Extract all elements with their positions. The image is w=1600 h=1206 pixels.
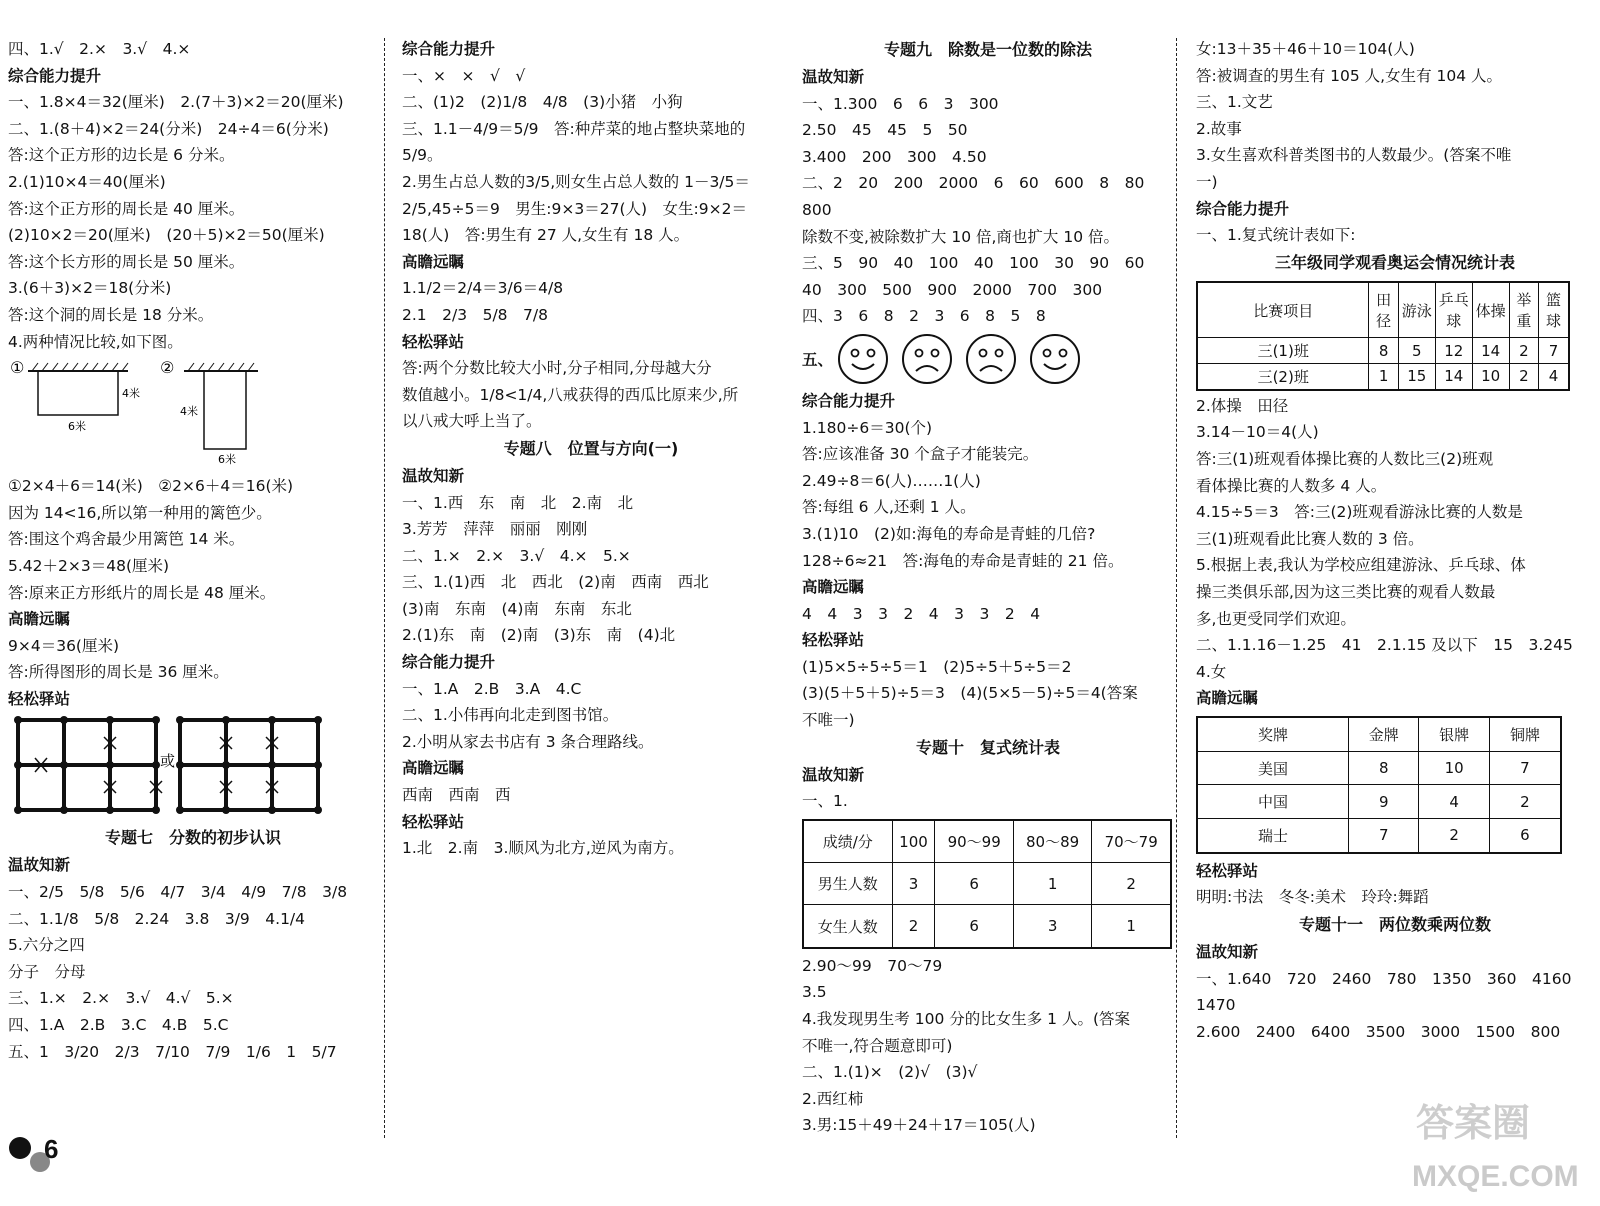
table-cell: 9 xyxy=(1349,785,1419,819)
answer-line: 三、1.(1)西 北 西北 (2)南 西南 西北 xyxy=(402,573,709,592)
answer-line: 2.故事 xyxy=(1196,119,1242,138)
answer-line: 因为 14<16,所以第一种用的篱笆少。 xyxy=(8,503,272,522)
answer-line: 1470 xyxy=(1196,996,1236,1015)
answer-column-1 xyxy=(8,36,378,1065)
answer-line: 女:13＋35＋46＋10＝104(人) xyxy=(1196,40,1415,58)
chapter-title: 专题十一 两位数乘两位数 xyxy=(1298,915,1491,935)
answer-line: 一、1.640 720 2460 780 1350 360 4160 xyxy=(1196,969,1572,988)
answer-line: 一、1.300 6 6 3 300 xyxy=(802,94,999,113)
answer-line: 四、3 6 8 2 3 6 8 5 8 xyxy=(802,307,1046,326)
answer-line: 答:这个洞的周长是 18 分米。 xyxy=(8,305,214,324)
answer-line: 答:被调查的男生有 105 人,女生有 104 人。 xyxy=(1196,66,1503,85)
sad-face-icon xyxy=(965,333,1017,385)
answer-line: (3)南 东南 (4)南 东南 东北 xyxy=(402,599,632,618)
table-cell: 10 xyxy=(1472,363,1509,389)
table-header-cell: 比赛项目 xyxy=(1197,282,1369,338)
table-cell: 女生人数 xyxy=(803,905,892,948)
answer-line: 800 xyxy=(802,200,832,219)
happy-face-icon xyxy=(837,333,889,385)
answer-line: 2.西红柿 xyxy=(802,1089,864,1108)
answer-line: 不唯一,符合题意即可) xyxy=(802,1036,953,1055)
answer-line: 二、(1)2 (2)1/8 4/8 (3)小猪 小狗 xyxy=(402,93,683,112)
answer-line: 答:两个分数比较大小时,分子相同,分母越大分 xyxy=(402,359,712,378)
page-number-badge xyxy=(6,1128,76,1178)
table-header-cell: 举重 xyxy=(1509,282,1538,338)
table-cell: 男生人数 xyxy=(803,863,892,905)
answer-line: 9×4＝36(厘米) xyxy=(8,636,120,655)
answer-line: 五、1 3/20 2/3 7/10 7/9 1/6 1 5/7 xyxy=(8,1042,337,1061)
table-header-cell: 乒乓球 xyxy=(1435,282,1472,338)
answer-line: 数值越小。1/8<1/4,八戒获得的西瓜比原来少,所 xyxy=(402,385,739,404)
table-cell: 瑞士 xyxy=(1197,818,1349,852)
answer-line: 1.180÷6＝30(个) xyxy=(802,418,933,437)
answer-line: 二、1.× 2.× 3.√ 4.× 5.× xyxy=(402,546,631,565)
table-cell: 2 xyxy=(1092,863,1171,905)
answer-line: 2.1 2/3 5/8 7/8 xyxy=(402,305,548,324)
happy-face-icon xyxy=(1029,333,1081,385)
answer-line: 三、1.1－4/9＝5/9 答:种芹菜的地占整块菜地的 xyxy=(402,119,746,138)
answer-line: 3.男:15＋49＋24＋17＝105(人) xyxy=(802,1116,1036,1135)
section-heading: 高瞻远瞩 xyxy=(802,578,865,597)
table-row xyxy=(1197,751,1561,785)
answer-line: 4.两种情况比较,如下图。 xyxy=(8,332,183,351)
answer-line: 一、1.西 东 南 北 2.南 北 xyxy=(402,493,634,512)
chapter-title: 专题八 位置与方向(一) xyxy=(503,438,679,458)
table-header-cell: 游泳 xyxy=(1398,282,1435,338)
answer-line: 三(1)班观看此比赛人数的 3 倍。 xyxy=(1196,529,1424,548)
medal-table xyxy=(1196,716,1562,854)
answer-line: 操三类俱乐部,因为这三类比赛的观看人数最 xyxy=(1196,582,1496,601)
column-divider xyxy=(1176,38,1177,1138)
answer-line: (1)5×5÷5÷5＝1 (2)5÷5＋5÷5＝2 xyxy=(802,657,1072,676)
fence-diagram xyxy=(8,357,368,467)
table-header-cell: 奖牌 xyxy=(1197,717,1349,751)
table-header-cell: 100 xyxy=(892,820,935,863)
answer-line: 3.(6＋3)×2＝18(分米) xyxy=(8,279,172,298)
table-header-cell: 80～89 xyxy=(1013,820,1091,863)
table-cell: 5 xyxy=(1398,338,1435,364)
answer-line: 2.50 45 45 5 50 xyxy=(802,121,968,140)
fence-side-label: 4米 xyxy=(122,387,140,401)
table-title: 三年级同学观看奥运会情况统计表 xyxy=(1274,252,1515,272)
answer-line: 四、1.A 2.B 3.C 4.B 5.C xyxy=(8,1016,229,1035)
table-header-row xyxy=(1197,717,1561,751)
answer-line: 答:这个正方形的周长是 40 厘米。 xyxy=(8,199,245,218)
sad-face-icon xyxy=(901,333,953,385)
table-cell: 三(1)班 xyxy=(1197,338,1369,364)
answer-line: (3)(5＋5＋5)÷5＝3 (4)(5×5－5)÷5＝4(答案 xyxy=(802,684,1138,703)
answer-line: 2.600 2400 6400 3500 3000 1500 800 xyxy=(1196,1022,1561,1041)
answer-line: 二、1.(8＋4)×2＝24(分米) 24÷4＝6(分米) xyxy=(8,119,329,138)
answer-line: 2/5,45÷5＝9 男生:9×3＝27(人) 女生:9×2＝ xyxy=(402,199,747,218)
score-table xyxy=(802,819,1172,949)
section-heading: 综合能力提升 xyxy=(402,40,496,58)
table-cell: 3 xyxy=(892,863,935,905)
table-header-cell: 铜牌 xyxy=(1489,717,1561,751)
answer-line: 一) xyxy=(1196,172,1218,191)
table-header-cell: 金牌 xyxy=(1349,717,1419,751)
table-cell: 7 xyxy=(1349,818,1419,852)
table-cell: 14 xyxy=(1435,363,1472,389)
table-header-cell: 银牌 xyxy=(1419,717,1489,751)
table-cell: 1 xyxy=(1013,863,1091,905)
table-row xyxy=(1197,785,1561,819)
section-heading: 高瞻远瞩 xyxy=(8,610,71,629)
answer-column-3 xyxy=(802,36,1174,1139)
table-cell: 4 xyxy=(1419,785,1489,819)
answer-line: 5/9。 xyxy=(402,146,443,165)
chapter-title: 专题七 分数的初步认识 xyxy=(104,828,281,848)
answer-line: 4.15÷5＝3 答:三(2)班观看游泳比赛的人数是 xyxy=(1196,503,1523,522)
section-heading: 综合能力提升 xyxy=(402,653,496,672)
table-cell: 2 xyxy=(1509,363,1538,389)
answer-line: 1.1/2＝2/4＝3/6＝4/8 xyxy=(402,279,564,298)
section-heading: 综合能力提升 xyxy=(1196,199,1290,218)
section-heading: 轻松驿站 xyxy=(802,631,865,650)
table-cell: 6 xyxy=(935,863,1013,905)
table-cell: 2 xyxy=(1419,818,1489,852)
table-cell: 6 xyxy=(935,905,1013,948)
answer-line: 2.(1)东 南 (2)南 (3)东 南 (4)北 xyxy=(402,626,676,645)
table-header-cell: 田径 xyxy=(1369,282,1398,338)
answer-line: 4.女 xyxy=(1196,662,1227,681)
answer-line: 二、1.(1)× (2)√ (3)√ xyxy=(802,1063,978,1082)
fence-bottom-label: 6米 xyxy=(218,453,236,467)
answer-line: 128÷6≈21 答:海龟的寿命是青蛙的 21 倍。 xyxy=(802,551,1124,570)
answer-line: 一、× × √ √ xyxy=(402,66,526,85)
answer-line: 3.5 xyxy=(802,983,827,1002)
table-cell: 10 xyxy=(1419,751,1489,785)
matchstick-puzzle xyxy=(8,714,348,818)
table-cell: 4 xyxy=(1539,363,1569,389)
table-cell: 三(2)班 xyxy=(1197,363,1369,389)
section-heading: 温故知新 xyxy=(802,68,865,86)
watermark-logo: 答案圈 xyxy=(1416,1101,1531,1145)
table-cell: 1 xyxy=(1369,363,1398,389)
fence-bottom-label: 6米 xyxy=(68,420,86,434)
table-header-row xyxy=(803,820,1171,863)
answer-line: ①2×4＋6＝14(米) ②2×6＋4＝16(米) xyxy=(8,477,294,496)
answer-line: 5.六分之四 xyxy=(8,936,85,955)
face-answers xyxy=(802,330,1174,388)
section-heading: 温故知新 xyxy=(402,466,465,485)
answer-line: 3.400 200 300 4.50 xyxy=(802,147,987,166)
section-heading: 综合能力提升 xyxy=(8,66,102,85)
answer-line: 答:所得图形的周长是 36 厘米。 xyxy=(8,663,229,682)
answer-line: 5.根据上表,我认为学校应组建游泳、乒乓球、体 xyxy=(1196,556,1526,575)
section-heading: 高瞻远瞩 xyxy=(402,252,465,271)
answer-line: 一、1. xyxy=(802,792,848,811)
answer-line: 2.(1)10×4＝40(厘米) xyxy=(8,172,166,191)
table-cell: 2 xyxy=(1489,785,1561,819)
answer-line: 2.90～99 70～79 xyxy=(802,956,943,975)
site-watermark xyxy=(1396,1090,1588,1202)
answer-line: 2.49÷8＝6(人)……1(人) xyxy=(802,471,981,490)
table-header-cell: 90～99 xyxy=(935,820,1013,863)
section-heading: 温故知新 xyxy=(8,856,71,875)
section-heading: 轻松驿站 xyxy=(1196,861,1259,880)
answer-line: 答:原来正方形纸片的周长是 48 厘米。 xyxy=(8,583,276,602)
answer-line: 3.女生喜欢科普类图书的人数最少。(答案不唯 xyxy=(1196,146,1512,165)
answer-column-4 xyxy=(1196,36,1594,1045)
answer-line: 40 300 500 900 2000 700 300 xyxy=(802,280,1103,299)
or-label: 或 xyxy=(160,752,176,771)
chapter-title: 专题十 复式统计表 xyxy=(915,737,1060,757)
answer-line: 18(人) 答:男生有 27 人,女生有 18 人。 xyxy=(402,226,690,245)
section-heading: 轻松驿站 xyxy=(402,332,465,351)
fence-label-2: ② xyxy=(160,358,175,378)
answer-line: 三、1.× 2.× 3.√ 4.√ 5.× xyxy=(8,989,234,1008)
answer-line: 分子 分母 xyxy=(8,962,86,981)
table-cell: 中国 xyxy=(1197,785,1349,819)
answer-line: 3.芳芳 萍萍 丽丽 刚刚 xyxy=(402,520,588,539)
table-cell: 6 xyxy=(1489,818,1561,852)
answer-line: 2.小明从家去书店有 3 条合理路线。 xyxy=(402,732,654,751)
answer-line: 5.42＋2×3＝48(厘米) xyxy=(8,556,170,575)
answer-line: 3.14－10＝4(人) xyxy=(1196,423,1319,442)
table-cell: 8 xyxy=(1369,338,1398,364)
column-divider xyxy=(384,38,385,1138)
table-cell: 7 xyxy=(1489,751,1561,785)
answer-line: 答:这个正方形的边长是 6 分米。 xyxy=(8,146,235,165)
table-row xyxy=(803,863,1171,905)
watermark-text: MXQE.COM xyxy=(1412,1160,1579,1193)
answer-line: 答:三(1)班观看体操比赛的人数比三(2)班观 xyxy=(1196,449,1494,468)
table-cell: 美国 xyxy=(1197,751,1349,785)
table-cell: 14 xyxy=(1472,338,1509,364)
table-cell: 15 xyxy=(1398,363,1435,389)
answer-line: 四、1.√ 2.× 3.√ 4.× xyxy=(8,40,191,58)
table-header-cell: 篮球 xyxy=(1539,282,1569,338)
answer-line: 3.(1)10 (2)如:海龟的寿命是青蛙的几倍? xyxy=(802,524,1096,543)
section-heading: 综合能力提升 xyxy=(802,391,896,410)
section-heading: 轻松驿站 xyxy=(8,689,71,708)
table-cell: 2 xyxy=(1509,338,1538,364)
table-row xyxy=(803,905,1171,948)
answer-line: 2.体操 田径 xyxy=(1196,396,1289,415)
answer-column-2 xyxy=(402,36,780,862)
answer-line: 4.我发现男生考 100 分的比女生多 1 人。(答案 xyxy=(802,1010,1130,1029)
table-row xyxy=(1197,338,1569,364)
table-header-cell: 70～79 xyxy=(1092,820,1171,863)
answer-line: (2)10×2＝20(厘米) (20＋5)×2＝50(厘米) xyxy=(8,226,325,245)
section-heading: 温故知新 xyxy=(1196,943,1259,962)
fence-label-1: ① xyxy=(10,358,25,378)
olympics-table xyxy=(1196,281,1570,391)
answer-line: 多,也更受同学们欢迎。 xyxy=(1196,609,1356,628)
table-cell: 7 xyxy=(1539,338,1569,364)
answer-line: 答:每组 6 人,还剩 1 人。 xyxy=(802,498,976,517)
answer-label: 五、 xyxy=(802,350,834,369)
answer-line: 二、1.1/8 5/8 2.24 3.8 3/9 4.1/4 xyxy=(8,909,306,928)
answer-line: 不唯一) xyxy=(802,711,855,730)
table-cell: 1 xyxy=(1092,905,1171,948)
chapter-title: 专题九 除数是一位数的除法 xyxy=(883,40,1092,59)
section-heading: 高瞻远瞩 xyxy=(1196,689,1259,708)
page-number: 6 xyxy=(44,1134,59,1164)
section-heading: 高瞻远瞩 xyxy=(402,759,465,778)
answer-line: 二、2 20 200 2000 6 60 600 8 80 xyxy=(802,174,1145,193)
answer-line: 三、1.文艺 xyxy=(1196,93,1273,112)
table-cell: 2 xyxy=(892,905,935,948)
table-row xyxy=(1197,363,1569,389)
answer-line: 明明:书法 冬冬:美术 玲玲:舞蹈 xyxy=(1196,888,1429,907)
answer-line: 答:这个长方形的周长是 50 厘米。 xyxy=(8,252,245,271)
table-cell: 8 xyxy=(1349,751,1419,785)
section-heading: 轻松驿站 xyxy=(402,812,465,831)
answer-line: 4 4 3 3 2 4 3 3 2 4 xyxy=(802,604,1041,623)
answer-line: 三、5 90 40 100 40 100 30 90 60 xyxy=(802,254,1145,273)
answer-line: 1.北 2.南 3.顺风为北方,逆风为南方。 xyxy=(402,839,684,858)
answer-line: 以八戒大呼上当了。 xyxy=(402,412,542,431)
answer-line: 二、1.1.16－1.25 41 2.1.15 及以下 15 3.245 xyxy=(1196,636,1573,655)
answer-line: 一、1.复式统计表如下: xyxy=(1196,226,1356,245)
answer-line: 除数不变,被除数扩大 10 倍,商也扩大 10 倍。 xyxy=(802,227,1120,246)
table-header-cell: 成绩/分 xyxy=(803,820,892,863)
answer-line: 二、1.小伟再向北走到图书馆。 xyxy=(402,706,619,725)
answer-line: 答:围这个鸡舍最少用篱笆 14 米。 xyxy=(8,530,245,549)
table-row xyxy=(1197,818,1561,852)
fence-side-label: 4米 xyxy=(180,405,198,419)
answer-line: 看体操比赛的人数多 4 人。 xyxy=(1196,476,1387,495)
table-header-row xyxy=(1197,282,1569,338)
answer-line: 2.男生占总人数的3/5,则女生占总人数的 1－3/5＝ xyxy=(402,172,750,191)
answer-line: 一、1.A 2.B 3.A 4.C xyxy=(402,679,582,698)
table-cell: 12 xyxy=(1435,338,1472,364)
answer-line: 答:应该准备 30 个盒子才能装完。 xyxy=(802,445,1039,464)
section-heading: 温故知新 xyxy=(802,765,865,784)
table-header-cell: 体操 xyxy=(1472,282,1509,338)
answer-line: 一、2/5 5/8 5/6 4/7 3/4 4/9 7/8 3/8 xyxy=(8,883,348,902)
answer-line: 西南 西南 西 xyxy=(402,786,511,805)
answer-line: 一、1.8×4＝32(厘米) 2.(7＋3)×2＝20(厘米) xyxy=(8,93,344,112)
table-cell: 3 xyxy=(1013,905,1091,948)
